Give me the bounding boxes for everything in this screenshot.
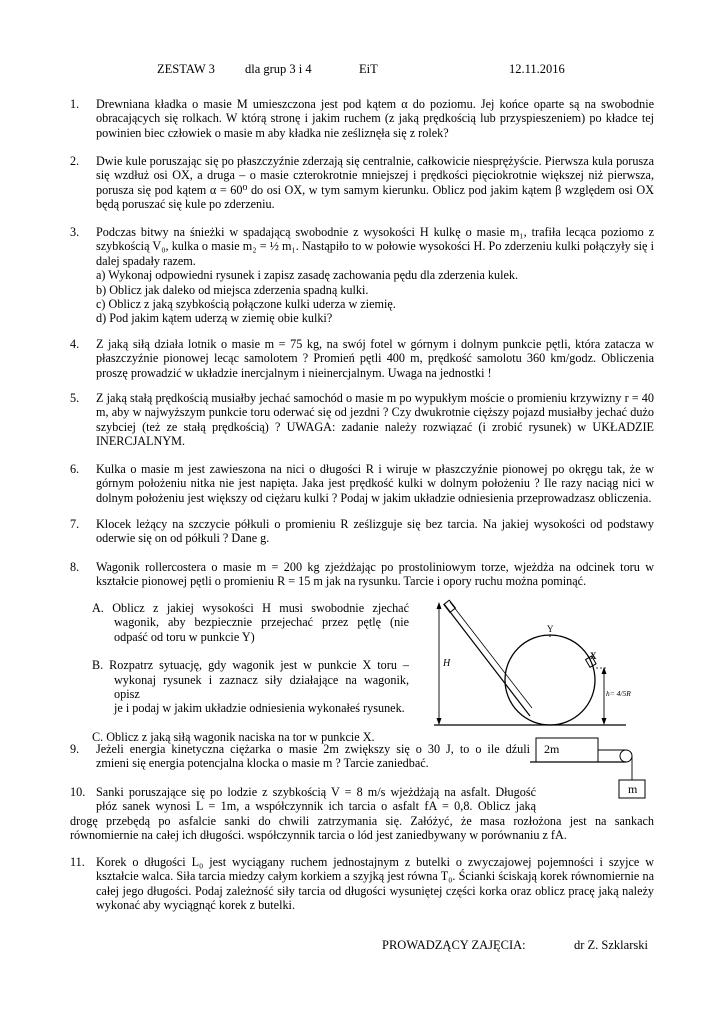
- arrow-head-up: [437, 602, 442, 609]
- problem-line: szybkością V₀, kulka o masie m₂ = ½ m₁. Nastąpiło to w połowie wysokości H. Po zderzeniu kulki połączyły się i: [96, 239, 654, 254]
- pulley: [620, 750, 632, 762]
- problem-line: porusza się pod kątem α = 60⁰ do osi OX, w tym samym kierunku. Oblicz pod jakim kątem β względem osi OX: [96, 182, 654, 197]
- problem-line: całej jego długości. Podaj zależność siły tarcia od długości wysuniętej części korka oraz oblicz pracę jaką należy: [96, 883, 654, 898]
- problem-number: 8.: [70, 560, 80, 574]
- subtask-A: A. Oblicz z jakiej wysokości H musi swobodnie zjechać: [92, 601, 409, 615]
- problem-number: 1.: [70, 97, 80, 111]
- subtask-C: C. Oblicz z jaką siłą wagonik naciska na tor w punkcie X.: [92, 729, 375, 744]
- problem-line: dalej spadały razem.: [96, 253, 196, 268]
- rollercoaster-figure: [428, 598, 654, 734]
- problem-line: Z jaką siłą działa lotnik o masie m = 75 kg, na swój fotel w górnym i dolnym punkcie pętli, która zatacza w: [96, 337, 654, 351]
- problem-line: Dwie kule poruszając się po płaszczyźnie zderzają się centralnie, całkowicie niesprężyście. Pierwsza kula porusza: [96, 154, 654, 168]
- problem-number: 11.: [70, 855, 85, 869]
- groups-label: dla grup 3 i 4: [245, 62, 312, 76]
- problem-8: [70, 560, 654, 589]
- label-2m: 2m: [544, 742, 560, 756]
- label-H: H: [443, 658, 451, 669]
- problem-4: [70, 337, 654, 380]
- problem-number: 7.: [70, 517, 80, 531]
- problem-line: będą poruszać się kule po zderzeniu.: [96, 197, 275, 212]
- problem-line: Z jaką stałą prędkością musiałby jechać samochód o masie m po wypukłym moście o promieniu krzywizny r = 40: [96, 391, 654, 405]
- subtask-a: a) Wykonaj odpowiedni rysunek i zapisz zasadę zachowania pędu dla zderzenia kulek.: [96, 268, 519, 283]
- arrow-head-down: [437, 718, 442, 725]
- problem-line: Drewniana kładka o masie M umieszczona jest pod kątem α do poziomu. Jej końce oparte są na swobodnie: [96, 97, 654, 111]
- problem-number: 10.: [70, 785, 86, 799]
- ramp-line-inner: [450, 602, 532, 708]
- problem-number: 9.: [70, 742, 80, 756]
- problem-line: Podczas bitwy na śnieżki w spadającą swobodnie z wysokości H kulkę o masie m₁, trafiła lecąca poziomo z: [96, 225, 654, 239]
- problem-1: [70, 97, 654, 140]
- problem-line: Klocek leżący na szczycie półkuli o promieniu R ześlizguje się bez tarcia. Na jakiej wysokości od podstawy: [96, 517, 654, 531]
- subtask-A-cont: wagonik, aby bezpiecznie przejechać przez pętlę (nie: [114, 615, 409, 630]
- subtask-c: c) Oblicz z jaką szybkością połączone kulki uderza w ziemię.: [96, 297, 396, 312]
- problem-line: oderwie się on od półkuli ? Dane g.: [96, 531, 270, 546]
- label-X: X: [590, 651, 597, 661]
- problem-line: zmieni się energia potencjalna klocka o masie m ? Tarcie zaniedbać.: [96, 756, 429, 771]
- footer-name: dr Z. Szklarski: [574, 938, 648, 952]
- problem-10: [70, 785, 654, 843]
- problem-line: kształcie walca. Siła tarcia miedzy całym korkiem a szyjką jest równa T₀. Ścianki ściskają korek równomiernie na: [96, 869, 654, 884]
- problem-number: 6.: [70, 462, 80, 476]
- subtask-A-cont: odpaść od toru w punkcie Y): [114, 629, 255, 644]
- problem-7: [70, 517, 654, 546]
- problem-line: drogę przebędą po asfalcie sanki do chwili zatrzymania się. Załóżyć, że masa rozłożona jest na sankach: [70, 813, 654, 828]
- problem-line: Jeżeli energia kinetyczna ciężarka o masie 2m zwiększy się o 30 J, to o ile dźuli: [96, 742, 530, 756]
- set-title: ZESTAW 3: [157, 62, 215, 76]
- problem-number: 3.: [70, 225, 80, 239]
- problem-line: Kulka o masie m jest zawieszona na nici o długości R i wiruje w płaszczyźnie pionowej po okręgu tak, że w: [96, 462, 654, 476]
- problem-number: 5.: [70, 391, 80, 405]
- problem-6: [70, 462, 654, 505]
- problem-line: kształcie pionowej pętli o promieniu R = 15 m jak na rysunku. Tarcie i opory ruchu można pominąć.: [96, 574, 587, 589]
- problem-line: proszę prowadzić w układzie inercjalnym i nieinercjalnym. Uwaga na jednostki !: [96, 365, 492, 380]
- problem-number: 4.: [70, 337, 80, 351]
- problem-line: powinien biec człowiek o masie m aby kładka nie ześliznęła się z rolek?: [96, 125, 449, 140]
- problem-2: [70, 154, 654, 212]
- problem-line: Wagonik rollercostera o masie m = 200 kg zjeżdżając po prostoliniowym torze, wjeżdża na odcinek toru w: [96, 560, 654, 574]
- problem-11: [70, 855, 654, 913]
- ramp-line: [444, 604, 530, 716]
- subtask-B: B. Rozpatrz sytuację, gdy wagonik jest w punkcie X toru –: [92, 658, 409, 673]
- faculty-label: EiT: [359, 62, 378, 76]
- problem-line: się wzdłuż osi OX, a druga – o masie czterokrotnie mniejszej i prędkości pięciokrotnie większej niż pierwsza,: [96, 168, 654, 183]
- problem-line: Korek o długości L₀ jest wyciągany ruchem jednostajnym z butelki o zwyczajowej pojemności i szyjce w: [96, 855, 654, 869]
- subtask-d: d) Pod jakim kątem uderzą w ziemię obie kulki?: [96, 311, 333, 326]
- problem-line: górnym położeniu nitka nie jest napięta. Jaka jest prędkość kulki w dolnym położeniu ? Ile razy naciąg nici w: [96, 476, 654, 491]
- problem-5: [70, 391, 654, 449]
- problem-line: płaszczyźnie pionowej lecąc samolotem ? Promień pętli 400 m, prędkość samolotu 360 km/godz. Obliczenia: [96, 351, 654, 366]
- problem-line: Sanki poruszające się po lodzie z szybkością V = 8 m/s wjeżdżają na asfalt. Długość: [96, 785, 536, 799]
- problem-line: wykonać aby wyciągnąć korek z butelki.: [96, 898, 295, 913]
- footer-role: PROWADZĄCY ZAJĘCIA:: [382, 938, 526, 952]
- label-Y: Y: [547, 624, 554, 634]
- problem-number: 2.: [70, 154, 80, 168]
- problem-line: równomiernie na całej ich długości. współczynnik tarcia o lód jest zaniedbywany w porównaniu z fA.: [70, 828, 567, 843]
- problem-9: [70, 742, 530, 771]
- subtask-B-cont: je i podaj w jakim układzie odniesienia wykonałeś rysunek.: [114, 701, 405, 716]
- label-h: h= 4/5R: [606, 689, 631, 698]
- subtask-b: b) Oblicz jak daleko od miejsca zderzenia spadną kulki.: [96, 282, 369, 297]
- problem-line: szybciej (też ze stałą prędkością) ? UWAGA: zadanie należy rozwiązać (i zrobić rysunek) w UKŁADZIE: [96, 419, 654, 434]
- problem-line: INERCJALNYM.: [96, 434, 186, 449]
- date-label: 12.11.2016: [509, 62, 565, 76]
- problem-8-subtasks: [92, 601, 409, 744]
- problem-line: obracających się rolkach. W którą stronę i jakim ruchem (z jaką prędkością lub przyspieszeniem) po kładce tej: [96, 111, 654, 126]
- label-m: m: [628, 782, 638, 796]
- problem-line: dolnym położeniu jest większy od ciężaru kulki ? Podaj w jakim układzie odniesienia przeprowadzasz obliczenia.: [96, 490, 652, 505]
- subtask-B-cont: wykonaj rysunek i zaznacz siły działające na wagonik, opisz: [114, 672, 409, 702]
- loop-circle: [505, 635, 595, 725]
- problem-3: [70, 225, 654, 326]
- problem-line: płóz sanek wynosi L = 1m, a współczynnik ich tarcia o asfalt fA = 0,8. Oblicz jaką: [96, 799, 536, 814]
- problem-line: m, aby w najwyższym punkcie toru oderwać się od jezdni ? Czy dwukrotnie cięższy pojazd musiałby jechać dużo: [96, 405, 654, 420]
